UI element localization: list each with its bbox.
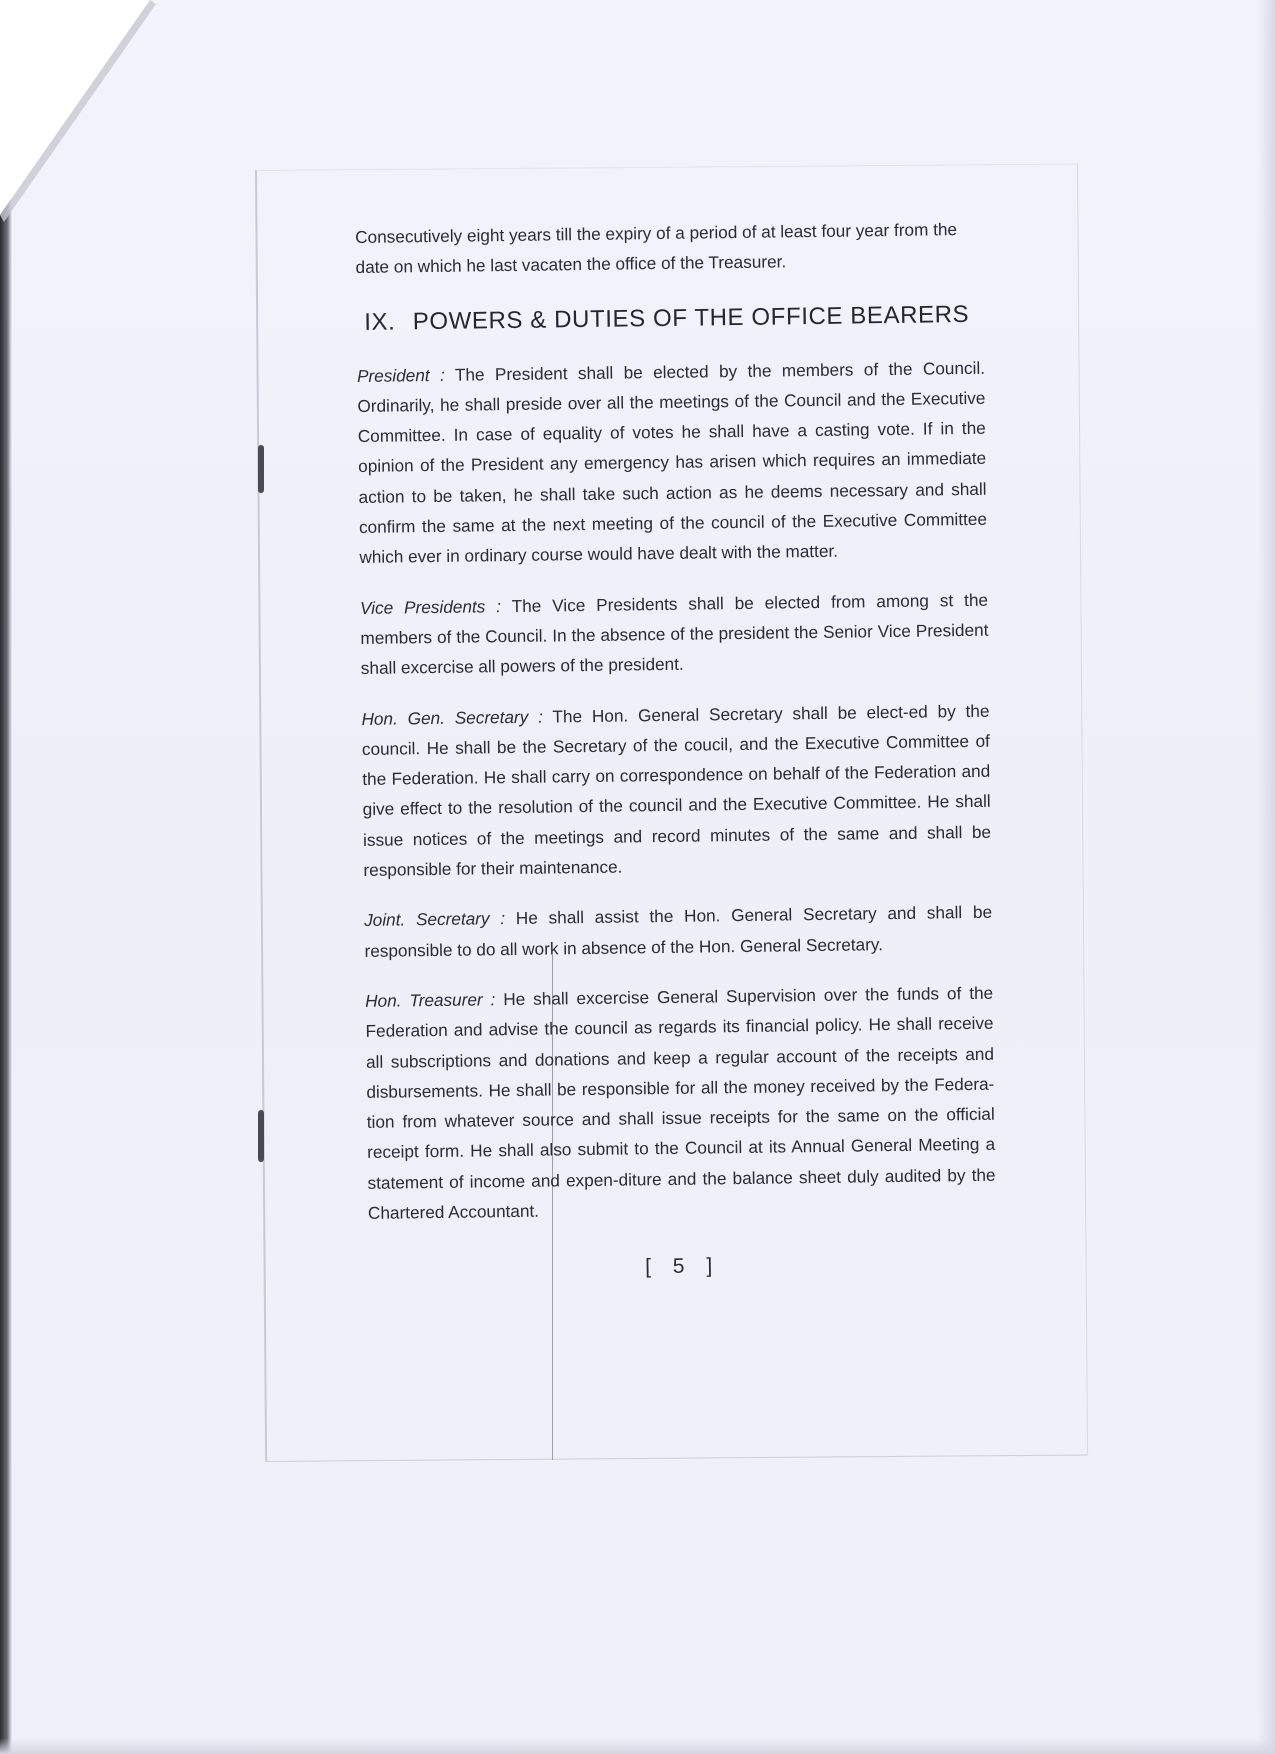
binding-mark-bottom: [258, 1110, 264, 1162]
scan-left-edge: [0, 0, 12, 1754]
gen-secretary-paragraph: [361, 695, 991, 885]
role-text-treasurer: He shall excercise General Supervision over the funds of the Federation and advise the council as regards its financial policy. He shall receive all subscriptions and donations and keep a regular account of the receipts and disbursements. He shall be responsible for all the money received by the Federa-tion from whatever source and shall issue receipts for the same on the official receipt form. He shall also submit to the Council at its Annual General Meeting a statement of income and expen-diture and the balance sheet duly audited by the Chartered Accountant.: [365, 982, 996, 1223]
treasurer-paragraph: [365, 978, 996, 1229]
role-label-joint-secretary: Joint. Secretary :: [364, 908, 506, 931]
folded-corner: [0, 0, 160, 230]
section-heading: [364, 298, 984, 338]
joint-secretary-paragraph: [364, 897, 993, 966]
role-label-treasurer: Hon. Treasurer :: [365, 989, 496, 1011]
section-title: POWERS & DUTIES OF THE OFFICE BEARERS: [412, 300, 970, 335]
role-text-gen-secretary: The Hon. General Secretary shall be elect-ed by the council. He shall be the Secretary of the coucil, and the Executive Committee of the Federation. He shall carry on correspondence on behalf of the Federation and give effect to the resolution of the council and the Executive Committee. He shall issue notices of the meetings and record minutes of the same and shall be responsible for their maintenance.: [361, 700, 992, 880]
role-text-joint-secretary: He shall assist the Hon. General Secretary and shall be responsible to do all work in absence of the Hon. General Secretary.: [364, 902, 993, 961]
binding-mark-top: [258, 445, 264, 493]
role-label-vice-presidents: Vice Presidents :: [359, 595, 502, 618]
role-text-president: The President shall be elected by the members of the Council. Ordinarily, he shall preside over all the meetings of the Council and the Executive Committee. In case of equality of votes he shall have a casting vote. If in the opinion of the President any emergency has arisen which requires an immediate action to be taken, he shall take such action as he deems necessary and shall confirm the same at the next meeting of the council of the Executive Committee which ever in ordinary course would have dealt with the matter.: [357, 357, 988, 568]
vice-presidents-paragraph: [360, 584, 989, 683]
scan-bottom-edge: [0, 1738, 1275, 1754]
document-body: [355, 214, 997, 1287]
president-paragraph: [357, 352, 988, 572]
scan-right-edge: [1257, 0, 1275, 1754]
role-label-gen-secretary: Hon. Gen. Secretary :: [361, 706, 544, 729]
role-label-president: President :: [356, 364, 445, 386]
role-text-vice-presidents: The Vice Presidents shall be elected from among st the members of the Council. In the absence of the president the Senior Vice President shall excercise all powers of the president.: [360, 589, 989, 679]
page-number: [ 5 ]: [645, 1254, 721, 1279]
section-number: IX.: [364, 308, 396, 336]
continuation-paragraph: Consecutively eight years till the expiry of a period of at least four year from the date on which he last vacaten the office of the Treasurer.: [355, 219, 958, 278]
